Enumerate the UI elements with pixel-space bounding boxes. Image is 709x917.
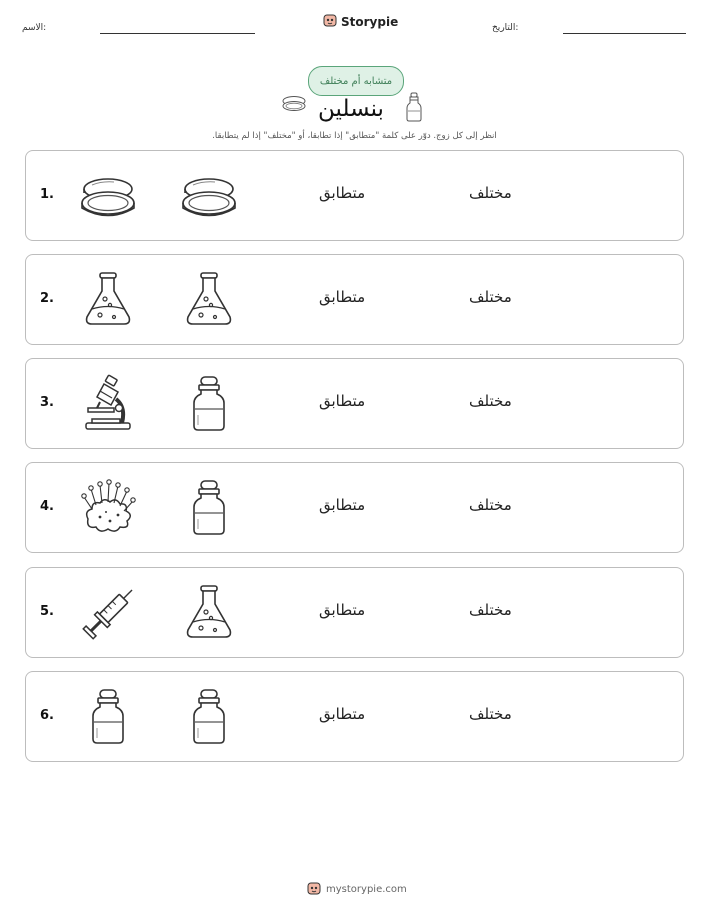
footer [307,880,407,899]
date-line[interactable] [563,33,686,34]
storypie-mascot-icon [323,12,337,31]
same-option[interactable]: متطابق [319,392,366,410]
mold-icon [78,479,138,537]
same-option[interactable]: متطابق [319,496,366,514]
microscope-icon [78,375,138,433]
petri-dish-icon [179,167,239,225]
same-option[interactable]: متطابق [319,601,366,619]
date-label: التاريخ: [492,23,519,33]
question-number: 1. [40,187,54,202]
different-option[interactable]: مختلف [469,288,512,306]
different-option[interactable]: مختلف [469,184,512,202]
vial-icon [179,479,239,537]
flask-icon [179,584,239,642]
syringe-icon [78,584,138,642]
question-number: 2. [40,291,54,306]
vial-icon [179,688,239,746]
different-option[interactable]: مختلف [469,601,512,619]
question-number: 5. [40,604,54,619]
question-number: 3. [40,395,54,410]
brand-logo [323,12,398,31]
instructions: انظر إلى كل زوج. دوّر على كلمة "متطابق" إذا تطابقا، أو "مختلف" إذا لم يتطابقا. [212,131,497,141]
question-card [25,567,684,658]
same-option[interactable]: متطابق [319,184,366,202]
question-number: 4. [40,499,54,514]
question-card [25,671,684,762]
storypie-mascot-icon [307,880,321,899]
question-card [25,254,684,345]
flask-icon [78,271,138,329]
question-card [25,462,684,553]
name-label: الاسم: [22,23,47,33]
vial-icon [179,375,239,433]
same-option[interactable]: متطابق [319,705,366,723]
vial-icon [405,92,423,126]
different-option[interactable]: مختلف [469,496,512,514]
flask-icon [179,271,239,329]
footer-url: mystorypie.com [326,884,407,895]
same-option[interactable]: متطابق [319,288,366,306]
name-line[interactable] [100,33,255,34]
different-option[interactable]: مختلف [469,705,512,723]
petri-dish-icon [78,167,138,225]
question-card [25,358,684,449]
question-number: 6. [40,708,54,723]
question-card [25,150,684,241]
page-title: بنسلين [318,96,384,122]
petri-dish-icon [281,94,307,118]
brand-name: Storypie [341,14,399,29]
vial-icon [78,688,138,746]
different-option[interactable]: مختلف [469,392,512,410]
topic-badge: متشابه أم مختلف [308,66,404,96]
